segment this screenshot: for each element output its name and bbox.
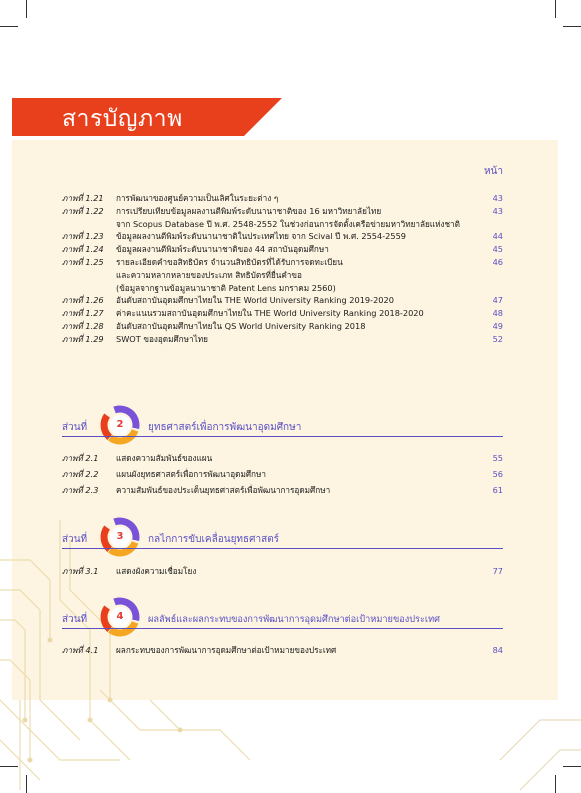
page-number: 52 xyxy=(492,333,503,344)
figure-number: ภาพที่ 2.2 xyxy=(62,469,99,479)
figure-number: ภาพที่ 4.1 xyxy=(62,645,99,655)
figure-title: แสดงความสัมพันธ์ของแผน xyxy=(116,453,213,463)
figure-title-continued: และความหลากหลายของประเภท สิทธิบัตรที่ยื่นคำขอ xyxy=(116,269,302,280)
crop-mark xyxy=(555,775,556,793)
figure-number: ภาพที่ 1.26 xyxy=(62,295,104,306)
part-number: 3 xyxy=(116,531,124,542)
figure-number: ภาพที่ 3.1 xyxy=(62,566,99,576)
toc-entry[interactable] xyxy=(62,230,503,243)
toc-entry[interactable] xyxy=(62,256,503,269)
figure-title: แผนผังยุทธศาสตร์เพื่อการพัฒนาอุดมศึกษา xyxy=(116,469,266,479)
figure-title: ผลกระทบของการพัฒนาการอุดมศึกษาต่อเป้าหมายของประเทศ xyxy=(116,645,337,655)
crop-mark xyxy=(563,26,581,27)
page-number: 56 xyxy=(492,469,503,479)
figure-title-continued: จาก Scopus Database ปี พ.ศ. 2548-2552 ในช่วงก่อนการจัดตั้งเครือข่ายมหาวิทยาลัยแห่งชาติ xyxy=(116,218,460,229)
crop-mark xyxy=(0,26,18,27)
part-donut-icon xyxy=(99,404,141,446)
toc-entry[interactable] xyxy=(62,333,503,346)
figure-title-continued: (ข้อมูลจากฐานข้อมูลนานาชาติ Patent Lens มกราคม 2560) xyxy=(116,282,336,293)
part-title: กลไกการขับเคลื่อนยุทธศาสตร์ xyxy=(148,534,280,545)
page-column-header: หน้า xyxy=(483,166,503,177)
figure-title: ความสัมพันธ์ของประเด็นยุทธศาสตร์เพื่อพัฒนาการอุดมศึกษา xyxy=(116,485,331,495)
crop-mark xyxy=(26,0,27,18)
part-label: ส่วนที่ xyxy=(62,614,88,625)
figure-title: SWOT ของอุดมศึกษาไทย xyxy=(116,333,208,344)
page-number: 47 xyxy=(492,295,503,306)
figure-number: ภาพที่ 1.27 xyxy=(62,308,104,319)
crop-mark xyxy=(0,766,18,767)
page-number: 48 xyxy=(492,308,503,319)
figure-number: ภาพที่ 1.23 xyxy=(62,231,104,242)
page-number: 44 xyxy=(492,231,503,242)
crop-mark xyxy=(563,766,581,767)
toc-entry[interactable] xyxy=(62,294,503,307)
crop-mark xyxy=(26,775,27,793)
toc-entry[interactable] xyxy=(62,565,503,578)
page-title: สารบัญภาพ xyxy=(62,106,183,132)
figure-title: อันดับสถาบันอุดมศึกษาไทยใน THE World University Ranking 2019-2020 xyxy=(116,295,394,306)
figure-title: อันดับสถาบันอุดมศึกษาไทยใน QS World University Ranking 2018 xyxy=(116,321,366,331)
part-donut-icon xyxy=(99,516,141,558)
figure-title: ข้อมูลผลงานตีพิมพ์ระดับนานาชาติในประเทศไทย จาก Scival ปี พ.ศ. 2554-2559 xyxy=(116,231,407,242)
toc-entry[interactable] xyxy=(62,205,503,218)
page-number: 77 xyxy=(492,566,503,576)
figure-number: ภาพที่ 1.25 xyxy=(62,257,104,267)
part-donut-icon xyxy=(99,596,141,638)
page-number: 61 xyxy=(492,485,503,495)
toc-entry[interactable] xyxy=(62,484,503,497)
page-number: 43 xyxy=(492,205,503,216)
crop-mark xyxy=(555,0,556,18)
page-number: 55 xyxy=(492,453,503,463)
figure-title: ค่าคะแนนรวมสถาบันอุดมศึกษาไทยใน THE World University Ranking 2018-2020 xyxy=(116,308,424,319)
part-divider xyxy=(62,628,503,629)
figure-number: ภาพที่ 1.21 xyxy=(62,193,104,203)
figure-number: ภาพที่ 1.22 xyxy=(62,205,104,216)
page-number: 43 xyxy=(492,193,503,203)
toc-entry[interactable] xyxy=(62,307,503,320)
figure-title: การพัฒนาของศูนย์ความเป็นเลิศในระยะต่าง ๆ xyxy=(116,193,279,203)
part-number: 4 xyxy=(116,611,124,622)
page-number: 84 xyxy=(492,645,503,655)
part-label: ส่วนที่ xyxy=(62,534,88,545)
toc-entry[interactable] xyxy=(62,468,503,481)
page-number: 49 xyxy=(492,321,503,331)
part-divider xyxy=(62,436,503,437)
figure-number: ภาพที่ 2.3 xyxy=(62,485,99,495)
figure-title: แสดงผังความเชื่อมโยง xyxy=(116,566,197,576)
figure-title: รายละเอียดคำขอสิทธิบัตร จำนวนสิทธิบัตรที่ได้รับการจดทะเบียน xyxy=(116,257,343,267)
toc-entry[interactable] xyxy=(62,452,503,465)
part-number: 2 xyxy=(116,419,124,430)
page-number: 45 xyxy=(492,244,503,255)
figure-title: ข้อมูลผลงานตีพิมพ์ระดับนานาชาติของ 44 สถาบันอุดมศึกษา xyxy=(116,244,329,255)
figure-number: ภาพที่ 1.29 xyxy=(62,333,104,344)
part-title: ผลลัพธ์และผลกระทบของการพัฒนาการอุดมศึกษาต่อเป้าหมายของประเทศ xyxy=(148,614,440,625)
toc-entry[interactable] xyxy=(62,192,503,205)
toc-entry[interactable] xyxy=(62,243,503,256)
part-label: ส่วนที่ xyxy=(62,422,88,433)
part-title: ยุทธศาสตร์เพื่อการพัฒนาอุดมศึกษา xyxy=(148,422,302,433)
figure-number: ภาพที่ 1.24 xyxy=(62,244,104,255)
figure-number: ภาพที่ 1.28 xyxy=(62,321,104,331)
toc-entry[interactable] xyxy=(62,320,503,333)
figure-title: การเปรียบเทียบข้อมูลผลงานตีพิมพ์ระดับนานาชาติของ 16 มหาวิทยาลัยไทย xyxy=(116,205,382,216)
part-divider xyxy=(62,548,503,549)
toc-entry[interactable] xyxy=(62,644,503,657)
page-number: 46 xyxy=(492,257,503,267)
figure-number: ภาพที่ 2.1 xyxy=(62,453,99,463)
